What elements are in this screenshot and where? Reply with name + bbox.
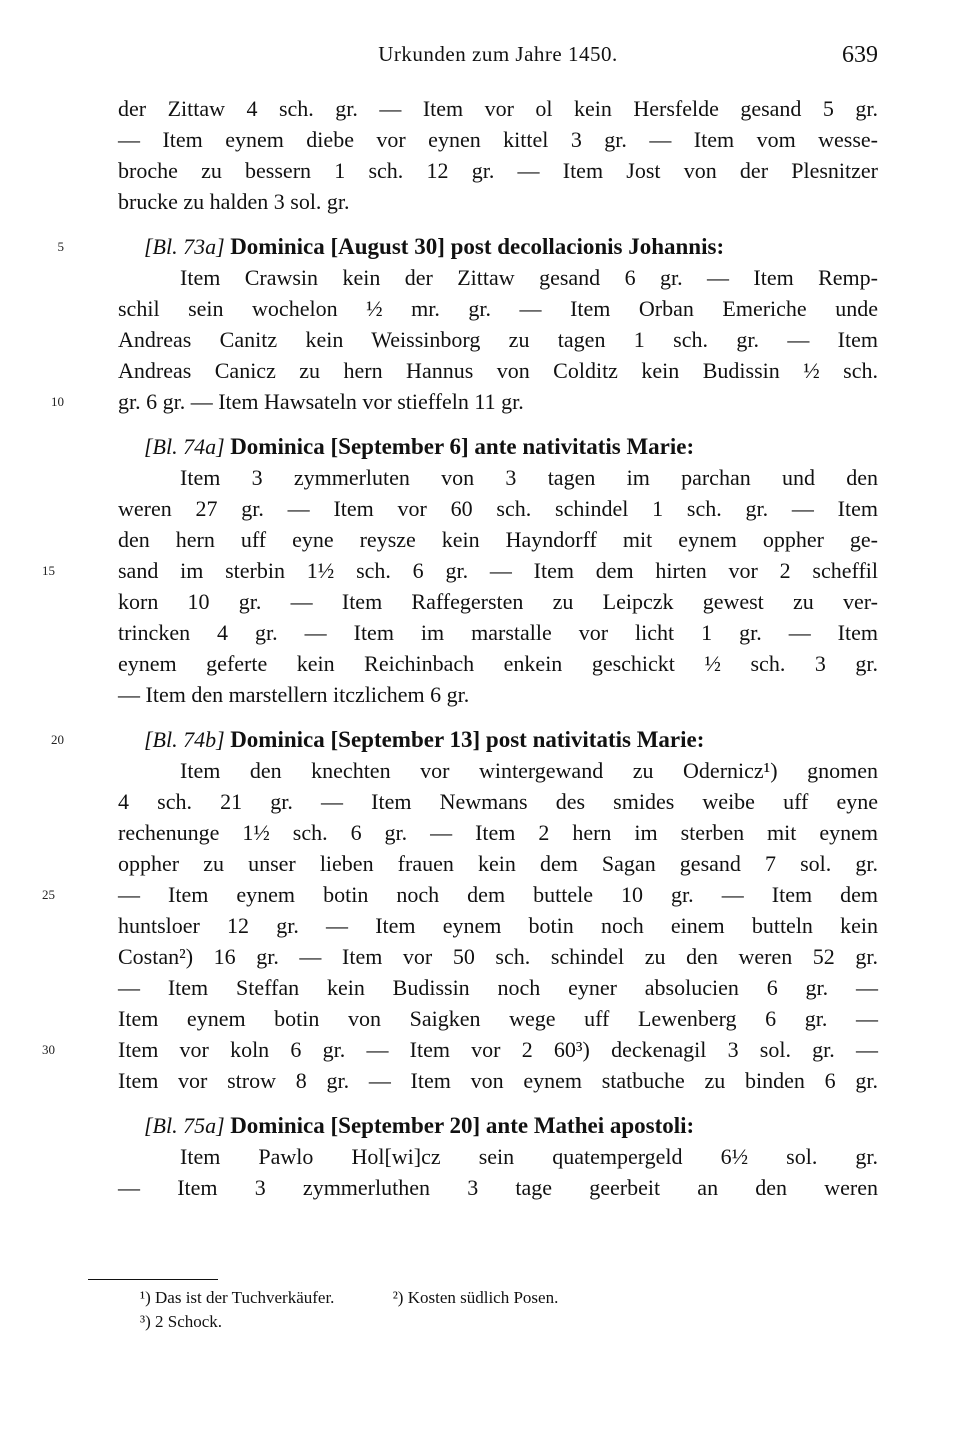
line-text: — Item eynem diebe vor eynen kittel 3 gr. — Item vom wesse- <box>118 127 878 152</box>
line-number: 5 <box>57 239 64 254</box>
folio-reference: [Bl. 73a] <box>144 234 225 259</box>
line-text: trincken 4 gr. — Item im marstalle vor licht 1 gr. — Item <box>118 620 878 645</box>
entry-heading <box>57 231 878 262</box>
footnotes <box>88 1279 878 1334</box>
line-number: 25 <box>42 887 55 902</box>
footnote-3 <box>140 1310 222 1334</box>
folio-reference: [Bl. 74b] <box>144 727 225 752</box>
text-line <box>118 355 878 386</box>
footnote-mark: ²) <box>392 1288 404 1307</box>
line-text: Costan²) 16 gr. — Item vor 50 sch. schindel zu den weren 52 gr. <box>118 944 878 969</box>
line-text: Item eynem botin von Saigken wege uff Lewenberg 6 gr. — <box>118 1006 878 1031</box>
body-text <box>42 93 878 1203</box>
text-line <box>118 93 878 124</box>
text-line <box>51 386 878 417</box>
text-line <box>118 910 878 941</box>
text-line <box>118 755 878 786</box>
footnote-text: Das ist der Tuchverkäufer. <box>155 1288 335 1307</box>
line-text: Item Crawsin kein der Zittaw gesand 6 gr. — Item Remp- <box>180 265 878 290</box>
heading-text: Dominica [August 30] post decollacionis Johannis: <box>230 234 725 259</box>
text-line <box>118 679 878 710</box>
line-text: — Item 3 zymmerluthen 3 tage geerbeit an den weren <box>118 1175 878 1200</box>
text-line <box>118 848 878 879</box>
line-text: oppher zu unser lieben frauen kein dem Sagan gesand 7 sol. gr. <box>118 851 878 876</box>
line-text: huntsloer 12 gr. — Item eynem botin noch einem butteln kein <box>118 913 878 938</box>
line-text: brucke zu halden 3 sol. gr. <box>118 189 350 214</box>
entry-heading <box>118 1110 878 1141</box>
text-line <box>42 1034 878 1065</box>
text-line <box>118 648 878 679</box>
line-text: korn 10 gr. — Item Raffegersten zu Leipczk gewest zu ver- <box>118 589 878 614</box>
text-line <box>118 524 878 555</box>
text-line <box>118 617 878 648</box>
line-text: weren 27 gr. — Item vor 60 sch. schindel 1 sch. gr. — Item <box>118 496 878 521</box>
line-text: Item vor koln 6 gr. — Item vor 2 60³) deckenagil 3 sol. gr. — <box>118 1037 878 1062</box>
line-number: 30 <box>42 1042 55 1057</box>
text-line <box>42 879 878 910</box>
line-number: 20 <box>51 732 64 747</box>
line-text: den hern uff eyne reysze kein Hayndorff mit eynem oppher ge- <box>118 527 878 552</box>
line-text: 4 sch. 21 gr. — Item Newmans des smides weibe uff eyne <box>118 789 878 814</box>
line-text: broche zu bessern 1 sch. 12 gr. — Item Jost von der Plesnitzer <box>118 158 878 183</box>
footnote-line <box>88 1310 878 1334</box>
footnote-text: Kosten südlich Posen. <box>407 1288 559 1307</box>
text-line <box>118 817 878 848</box>
footnote-1 <box>140 1286 334 1310</box>
text-line <box>118 462 878 493</box>
text-line <box>118 124 878 155</box>
line-text: — Item eynem botin noch dem buttele 10 gr. — Item dem <box>118 882 878 907</box>
text-line <box>118 155 878 186</box>
line-text: Item Pawlo Hol[wi]cz sein quatempergeld 6½ sol. gr. <box>180 1144 878 1169</box>
text-line <box>118 1172 878 1203</box>
text-line <box>118 1065 878 1096</box>
line-text: Andreas Canitz kein Weissinborg zu tagen 1 sch. gr. — Item <box>118 327 878 352</box>
text-line <box>118 941 878 972</box>
footnote-mark: ¹) <box>140 1288 151 1307</box>
heading-text: Dominica [September 6] ante nativitatis Marie: <box>230 434 695 459</box>
text-line <box>118 262 878 293</box>
text-line <box>118 586 878 617</box>
footnote-rule <box>88 1279 218 1280</box>
folio-reference: [Bl. 75a] <box>144 1113 225 1138</box>
line-text: — Item den marstellern itczlichem 6 gr. <box>118 682 470 707</box>
footnote-2 <box>393 1286 559 1310</box>
line-number: 15 <box>42 563 55 578</box>
line-text: schil sein wochelon ½ mr. gr. — Item Orban Emeriche unde <box>118 296 878 321</box>
text-line <box>118 1141 878 1172</box>
folio-reference: [Bl. 74a] <box>144 434 225 459</box>
text-line <box>118 972 878 1003</box>
line-text: Item den knechten vor wintergewand zu Odernicz¹) gnomen <box>180 758 878 783</box>
heading-text: Dominica [September 20] ante Mathei apostoli: <box>230 1113 695 1138</box>
text-line <box>118 324 878 355</box>
line-text: Item vor strow 8 gr. — Item von eynem statbuche zu binden 6 gr. <box>118 1068 878 1093</box>
heading-text: Dominica [September 13] post nativitatis Marie: <box>230 727 705 752</box>
text-line <box>118 186 878 217</box>
text-line <box>118 1003 878 1034</box>
text-line <box>118 293 878 324</box>
line-text: eynem geferte kein Reichinbach enkein geschickt ½ sch. 3 gr. <box>118 651 878 676</box>
running-title: Urkunden zum Jahre 1450. <box>378 42 618 66</box>
text-line <box>42 555 878 586</box>
entry-heading <box>51 724 878 755</box>
line-text: der Zittaw 4 sch. gr. — Item vor ol kein Hersfelde gesand 5 gr. <box>118 96 878 121</box>
footnote-line <box>88 1286 878 1310</box>
line-text: sand im sterbin 1½ sch. 6 gr. — Item dem hirten vor 2 scheffil <box>118 558 878 583</box>
line-text: gr. 6 gr. — Item Hawsateln vor stieffeln 11 gr. <box>118 389 524 414</box>
footnote-text: 2 Schock. <box>155 1312 223 1331</box>
running-head <box>118 42 878 82</box>
page-number: 639 <box>842 42 878 68</box>
entry-heading <box>118 431 878 462</box>
line-text: Item 3 zymmerluten von 3 tagen im parchan und den <box>180 465 878 490</box>
text-line <box>118 786 878 817</box>
footnote-mark: ³) <box>140 1312 151 1331</box>
line-number: 10 <box>51 394 64 409</box>
line-text: — Item Steffan kein Budissin noch eyner absolucien 6 gr. — <box>118 975 878 1000</box>
text-line <box>118 493 878 524</box>
line-text: rechenunge 1½ sch. 6 gr. — Item 2 hern im sterben mit eynem <box>118 820 878 845</box>
line-text: Andreas Canicz zu hern Hannus von Colditz kein Budissin ½ sch. <box>118 358 878 383</box>
